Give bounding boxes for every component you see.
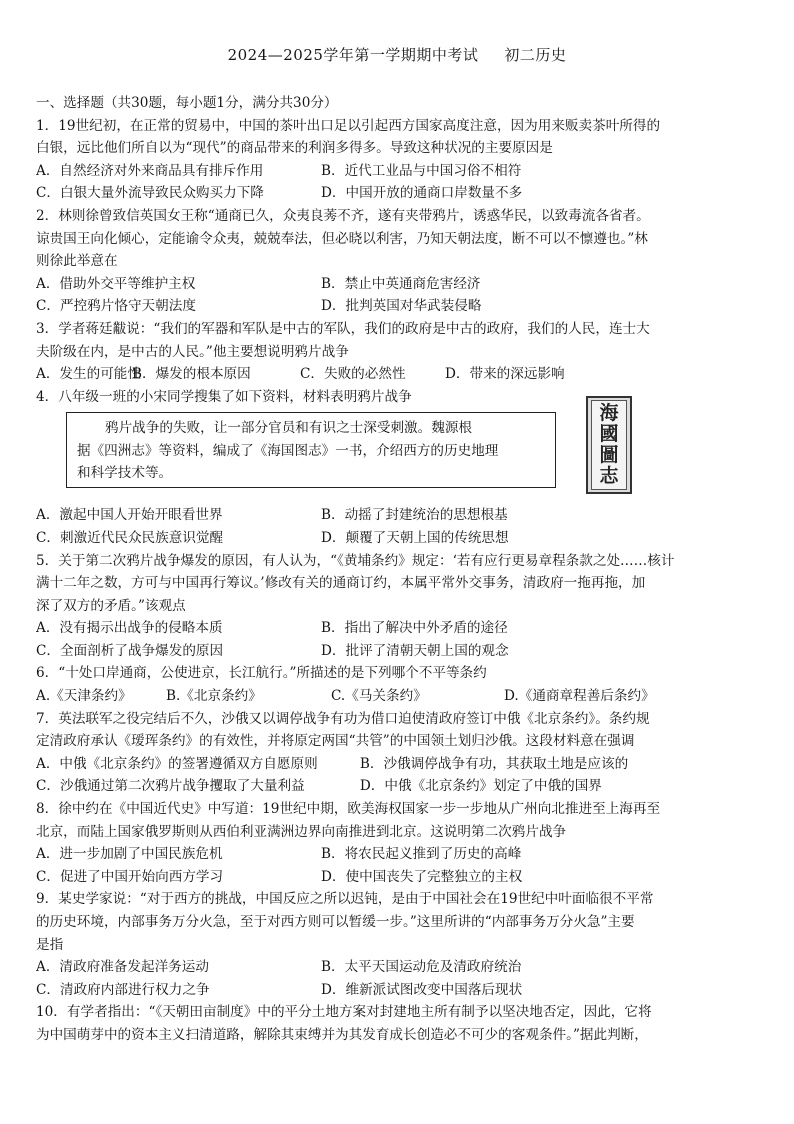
option-c: C．清政府内部进行权力之争: [36, 981, 210, 998]
option-d: D.《通商章程善后条约》: [504, 688, 655, 705]
option-a: A．发生的可能性: [36, 366, 141, 383]
options-row: [36, 160, 766, 183]
options-row: [36, 504, 766, 527]
book-cover-image: [586, 396, 632, 494]
exam-title-text: 2024—2025学年第一学期期中考试: [227, 46, 479, 64]
exam-subject: 初二历史: [504, 46, 567, 64]
material-box: [66, 412, 556, 488]
question-stem-line: 6．“十处口岸通商，公使进京，长江航行。”所描述的是下列哪个不平等条约: [36, 665, 487, 682]
section-header: 一、选择题（共30题，每小题1分，满分共30分）: [36, 95, 338, 111]
option-b: B.《北京条约》: [166, 688, 262, 705]
options-row: [36, 617, 766, 640]
options-row: [36, 685, 766, 708]
options-row: [36, 775, 766, 798]
options-row: [36, 866, 766, 889]
question-6: [36, 662, 766, 707]
question-stem-line: 5．关于第二次鸦片战争爆发的原因，有人认为，“《黄埔条约》规定：‘若有应行更易章程条款之处……核计: [36, 552, 675, 569]
option-b: B．指出了解决中外矛盾的途径: [321, 620, 508, 637]
question-9: [36, 888, 766, 1001]
material-line: 鸦片战争的失败，让一部分官员和有识之士深受刺激。魏源根: [105, 420, 473, 437]
option-b: B．爆发的根本原因: [132, 366, 251, 383]
question-2: [36, 205, 766, 318]
material-area: [36, 402, 766, 504]
option-c: C．严控鸦片恪守天朝法度: [36, 298, 196, 315]
question-5: [36, 550, 766, 663]
question-8: [36, 798, 766, 888]
option-c: C．白银大量外流导致民众购买力下降: [36, 185, 264, 202]
option-a: A．进一步加剧了中国民族危机: [36, 846, 223, 863]
option-b: B．禁止中英通商危害经济: [321, 275, 481, 292]
question-7: [36, 708, 766, 798]
option-d: D．使中国丧失了完整独立的主权: [321, 868, 523, 885]
option-d: D．维新派试图改变中国落后现状: [321, 981, 523, 998]
question-stem-line: 谅贵国王向化倾心，定能谕令众夷，兢兢奉法，但必晓以利害，乃知天朝法度，断不可以不懔遵也。”林: [36, 230, 648, 247]
option-d: D．中俄《北京条约》划定了中俄的国界: [359, 778, 602, 795]
option-d: D．批判英国对华武装侵略: [321, 298, 482, 315]
question-stem-line: 则徐此举意在: [36, 253, 118, 270]
question-1: [36, 115, 766, 205]
option-a: A．没有揭示出战争的侵略本质: [36, 620, 223, 637]
options-row: [36, 273, 766, 296]
question-4: [36, 386, 766, 550]
options-row: [36, 295, 766, 318]
option-c: C．刺激近代民众民族意识觉醒: [36, 529, 224, 546]
question-stem-line: 北京，而陆上国家俄罗斯则从西伯利亚满洲边界向南推进到北京。这说明第二次鸦片战争: [36, 823, 567, 840]
material-line: 据《四洲志》等资料，编成了《海国图志》一书，介绍西方的历史地理: [77, 442, 499, 459]
question-stem-line: 满十二年之数，方可与中国再行筹议。’修改有关的通商订约，本属平常外交事务，清政府一拖再拖，加: [36, 575, 646, 592]
option-a: A．中俄《北京条约》的签署遵循双方自愿原则: [36, 755, 318, 772]
question-stem-line: 4．八年级一班的小宋同学搜集了如下资料，材料表明鸦片战争: [36, 388, 412, 405]
book-title-char: 國: [599, 423, 619, 446]
question-stem-line: 夫阶级在内，是中古的人民。”他主要想说明鸦片战争: [36, 343, 349, 360]
options-row: [36, 363, 766, 386]
question-stem-line: 的历史环境，内部事务万分火急，至于对西方则可以暂缓一步。”这里所讲的“内部事务万分火急”主要: [36, 914, 635, 930]
question-list: [36, 92, 766, 1047]
option-a: A．清政府准备发起洋务运动: [36, 959, 209, 976]
book-title-char: 志: [599, 465, 619, 488]
options-row: [36, 956, 766, 979]
question-stem-line: 白银，远比他们所自以为“现代”的商品带来的利润多得多。导致这种状况的主要原因是: [36, 140, 553, 157]
option-c: C．全面剖析了战争爆发的原因: [36, 642, 224, 659]
question-stem-line: 2．林则徐曾致信英国女王称“通商已久，众夷良莠不齐，遂有夹带鸦片，诱惑华民，以致毒流各省者。: [36, 207, 650, 224]
book-title-char: 海: [599, 402, 619, 425]
material-line: 和科学技术等。: [77, 465, 173, 482]
options-row: [36, 843, 766, 866]
question-10: [36, 1001, 766, 1046]
book-title-char: 圖: [599, 444, 619, 467]
option-c: C．沙俄通过第二次鸦片战争攫取了大量利益: [36, 778, 305, 795]
option-a: A．自然经济对外来商品具有排斥作用: [36, 162, 264, 179]
option-b: B．太平天国运动危及清政府统治: [321, 959, 522, 976]
question-stem-line: 定清政府承认《瑷珲条约》的有效性，并将原定两国“共管”的中国领土划归沙俄。这段材料意在强调: [36, 733, 635, 750]
options-row: [36, 182, 766, 205]
option-c: C.《马关条约》: [331, 688, 427, 705]
question-stem-line: 3．学者蒋廷黻说：“我们的军器和军队是中古的军队，我们的政府是中古的政府，我们的人民，连士大: [36, 320, 650, 337]
option-c: C．促进了中国开始向西方学习: [36, 868, 224, 885]
question-stem-line: 是指: [36, 936, 64, 953]
option-a: A．激起中国人开始开眼看世界: [36, 507, 223, 524]
option-d: D．颠覆了天朝上国的传统思想: [321, 529, 509, 546]
option-d: D．中国开放的通商口岸数量不多: [321, 185, 523, 202]
question-stem-line: 7．英法联军之役完结后不久，沙俄又以调停战争有功为借口迫使清政府签订中俄《北京条约》。条约规: [36, 710, 650, 727]
option-d: D．批评了清朝天朝上国的观念: [321, 642, 509, 659]
option-a: A.《天津条约》: [36, 688, 132, 705]
exam-title: [0, 44, 794, 65]
option-b: B．近代工业品与中国习俗不相符: [321, 162, 522, 179]
question-stem-line: 9．某史学家说：“对于西方的挑战，中国反应之所以迟钝，是由于中国社会在19世纪中叶面临很不平常: [36, 891, 654, 908]
option-b: B．动摇了封建统治的思想根基: [321, 507, 508, 524]
option-c: C．失败的必然性: [300, 366, 406, 383]
question-stem-line: 深了双方的矛盾。”该观点: [36, 597, 186, 614]
option-d: D．带来的深远影响: [445, 366, 565, 383]
question-3: [36, 318, 766, 386]
question-stem-line: 10．有学者指出：“《天朝田亩制度》中的平分土地方案对封建地主所有制予以坚决地否定，因此，它将: [36, 1004, 652, 1021]
question-stem-line: 8．徐中约在《中国近代史》中写道：19世纪中期，欧美海权国家一步一步地从广州向北推进至上海再至: [36, 801, 661, 818]
options-row: [36, 979, 766, 1002]
option-a: A．借助外交平等维护主权: [36, 275, 196, 292]
options-row: [36, 753, 766, 776]
option-b: B．将农民起义推到了历史的高峰: [321, 846, 522, 863]
question-stem-line: 为中国萌芽中的资本主义扫清道路，解除其束缚并为其发育成长创造必不可少的客观条件。”据此判断，: [36, 1026, 648, 1043]
book-title-label: [591, 400, 627, 490]
option-b: B．沙俄调停战争有功，其获取土地是应该的: [359, 755, 629, 772]
options-row: [36, 640, 766, 663]
options-row: [36, 527, 766, 550]
question-stem-line: 1．19世纪初，在正常的贸易中，中国的茶叶出口足以引起西方国家高度注意，因为用来贩卖茶叶所得的: [36, 117, 661, 134]
